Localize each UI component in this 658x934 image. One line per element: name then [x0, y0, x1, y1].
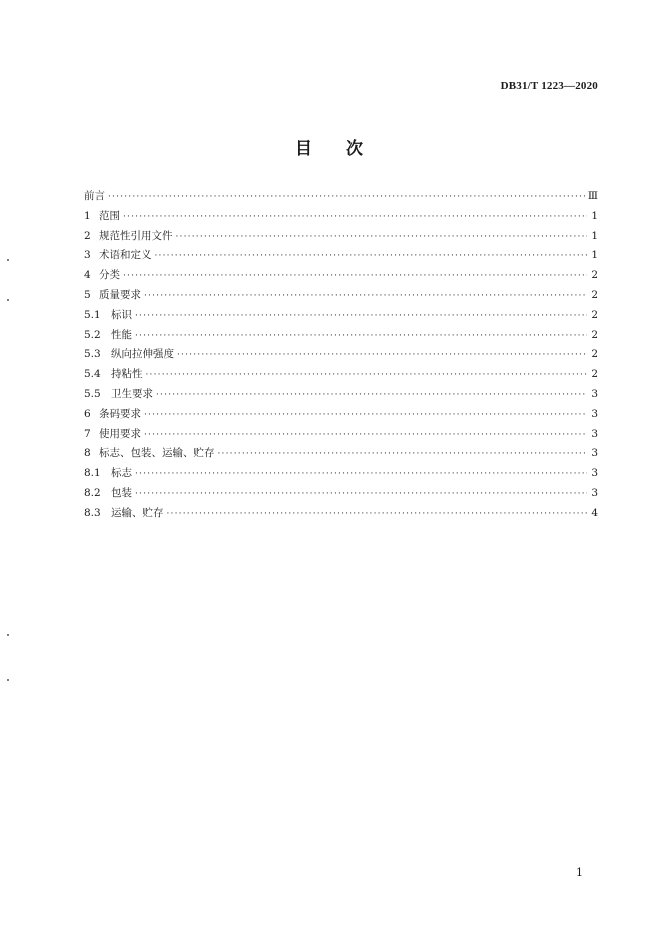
- toc-entry-label: 条码要求: [99, 407, 141, 420]
- dot-leader: [176, 228, 588, 248]
- toc-entry-label: 持粘性: [111, 368, 143, 381]
- dot-leader: [144, 406, 587, 426]
- toc-entry-6[interactable]: [84, 405, 598, 425]
- toc-entry-5-1[interactable]: [84, 306, 598, 326]
- toc-entry-8[interactable]: [84, 444, 598, 464]
- dot-leader: [156, 386, 587, 406]
- toc-entry-4[interactable]: [84, 266, 598, 286]
- toc-entry-page: Ⅲ: [587, 190, 598, 202]
- table-of-contents: [84, 187, 598, 524]
- dot-leader: [123, 267, 587, 287]
- dot-leader: [108, 188, 585, 208]
- toc-entry-page: 3: [591, 486, 598, 499]
- toc-entry-label: 标志: [111, 467, 132, 480]
- toc-entry-foreword[interactable]: [84, 187, 598, 207]
- title-char-2: 次: [346, 139, 363, 159]
- toc-entry-3[interactable]: [84, 246, 598, 266]
- toc-entry-label: 分类: [99, 269, 120, 282]
- title-char-1: 目: [295, 139, 312, 159]
- toc-entry-5-2[interactable]: [84, 326, 598, 346]
- dot-leader: [135, 327, 587, 347]
- toc-entry-page: 3: [591, 447, 598, 460]
- toc-entry-label: 标识: [111, 308, 132, 321]
- dot-leader: [155, 247, 588, 267]
- toc-entry-label: 性能: [111, 328, 132, 341]
- toc-entry-label: 包装: [111, 486, 132, 499]
- dot-leader: [218, 445, 588, 465]
- toc-entry-label: 使用要求: [99, 427, 141, 440]
- toc-entry-page: 2: [591, 308, 598, 321]
- toc-entry-number: 5.4: [84, 368, 101, 381]
- toc-entry-number: 5.2: [84, 328, 101, 341]
- toc-entry-8-1[interactable]: [84, 464, 598, 484]
- toc-entry-label: 规范性引用文件: [99, 229, 173, 242]
- toc-entry-page: 2: [591, 269, 598, 282]
- toc-entry-number: 1: [84, 209, 91, 222]
- dot-leader: [135, 465, 587, 485]
- toc-entry-page: 1: [591, 209, 598, 222]
- toc-entry-label: 前言: [84, 190, 105, 202]
- toc-entry-label: 运输、贮存: [111, 506, 164, 519]
- toc-entry-label: 术语和定义: [99, 249, 152, 262]
- page-title: [0, 134, 658, 159]
- dot-leader: [144, 426, 587, 446]
- dot-leader: [135, 485, 587, 505]
- toc-entry-label: 标志、包装、运输、贮存: [99, 447, 215, 460]
- toc-entry-page: 3: [591, 407, 598, 420]
- toc-entry-number: 6: [84, 407, 91, 420]
- toc-entry-number: 2: [84, 229, 91, 242]
- toc-entry-8-3[interactable]: [84, 504, 598, 524]
- toc-entry-5[interactable]: [84, 286, 598, 306]
- toc-entry-page: 3: [591, 387, 598, 400]
- toc-entry-page: 2: [591, 368, 598, 381]
- toc-entry-number: 5.1: [84, 308, 101, 321]
- toc-entry-8-2[interactable]: [84, 484, 598, 504]
- toc-entry-5-5[interactable]: [84, 385, 598, 405]
- toc-entry-number: 8.3: [84, 506, 101, 519]
- dot-leader: [123, 208, 587, 228]
- toc-entry-label: 质量要求: [99, 288, 141, 301]
- toc-entry-number: 5.5: [84, 387, 101, 400]
- toc-entry-number: 4: [84, 269, 91, 282]
- toc-entry-label: 卫生要求: [111, 387, 153, 400]
- scan-speck: [7, 634, 9, 636]
- toc-entry-page: 1: [591, 249, 598, 262]
- dot-leader: [144, 287, 587, 307]
- toc-entry-number: 7: [84, 427, 91, 440]
- page-number: 1: [576, 866, 583, 879]
- dot-leader: [146, 366, 588, 386]
- toc-entry-number: 8.1: [84, 467, 101, 480]
- toc-entry-label: 纵向拉伸强度: [111, 348, 174, 361]
- toc-entry-number: 5.3: [84, 348, 101, 361]
- toc-entry-number: 8.2: [84, 486, 101, 499]
- toc-entry-2[interactable]: [84, 227, 598, 247]
- toc-entry-page: 2: [591, 288, 598, 301]
- toc-entry-number: 8: [84, 447, 91, 460]
- scan-speck: [7, 299, 9, 301]
- dot-leader: [177, 346, 587, 366]
- scan-speck: [7, 679, 9, 681]
- dot-leader: [167, 505, 588, 525]
- toc-entry-number: 5: [84, 288, 91, 301]
- toc-entry-5-4[interactable]: [84, 365, 598, 385]
- toc-entry-7[interactable]: [84, 425, 598, 445]
- toc-entry-page: 4: [591, 506, 598, 519]
- toc-entry-number: 3: [84, 249, 91, 262]
- toc-entry-page: 2: [591, 328, 598, 341]
- toc-entry-1[interactable]: [84, 207, 598, 227]
- dot-leader: [135, 307, 587, 327]
- toc-entry-page: 3: [591, 467, 598, 480]
- scan-speck: [7, 259, 9, 261]
- document-code: DB31/T 1223—2020: [500, 80, 598, 92]
- toc-entry-5-3[interactable]: [84, 345, 598, 365]
- toc-entry-label: 范围: [99, 209, 120, 222]
- toc-entry-page: 3: [591, 427, 598, 440]
- toc-entry-page: 1: [591, 229, 598, 242]
- toc-entry-page: 2: [591, 348, 598, 361]
